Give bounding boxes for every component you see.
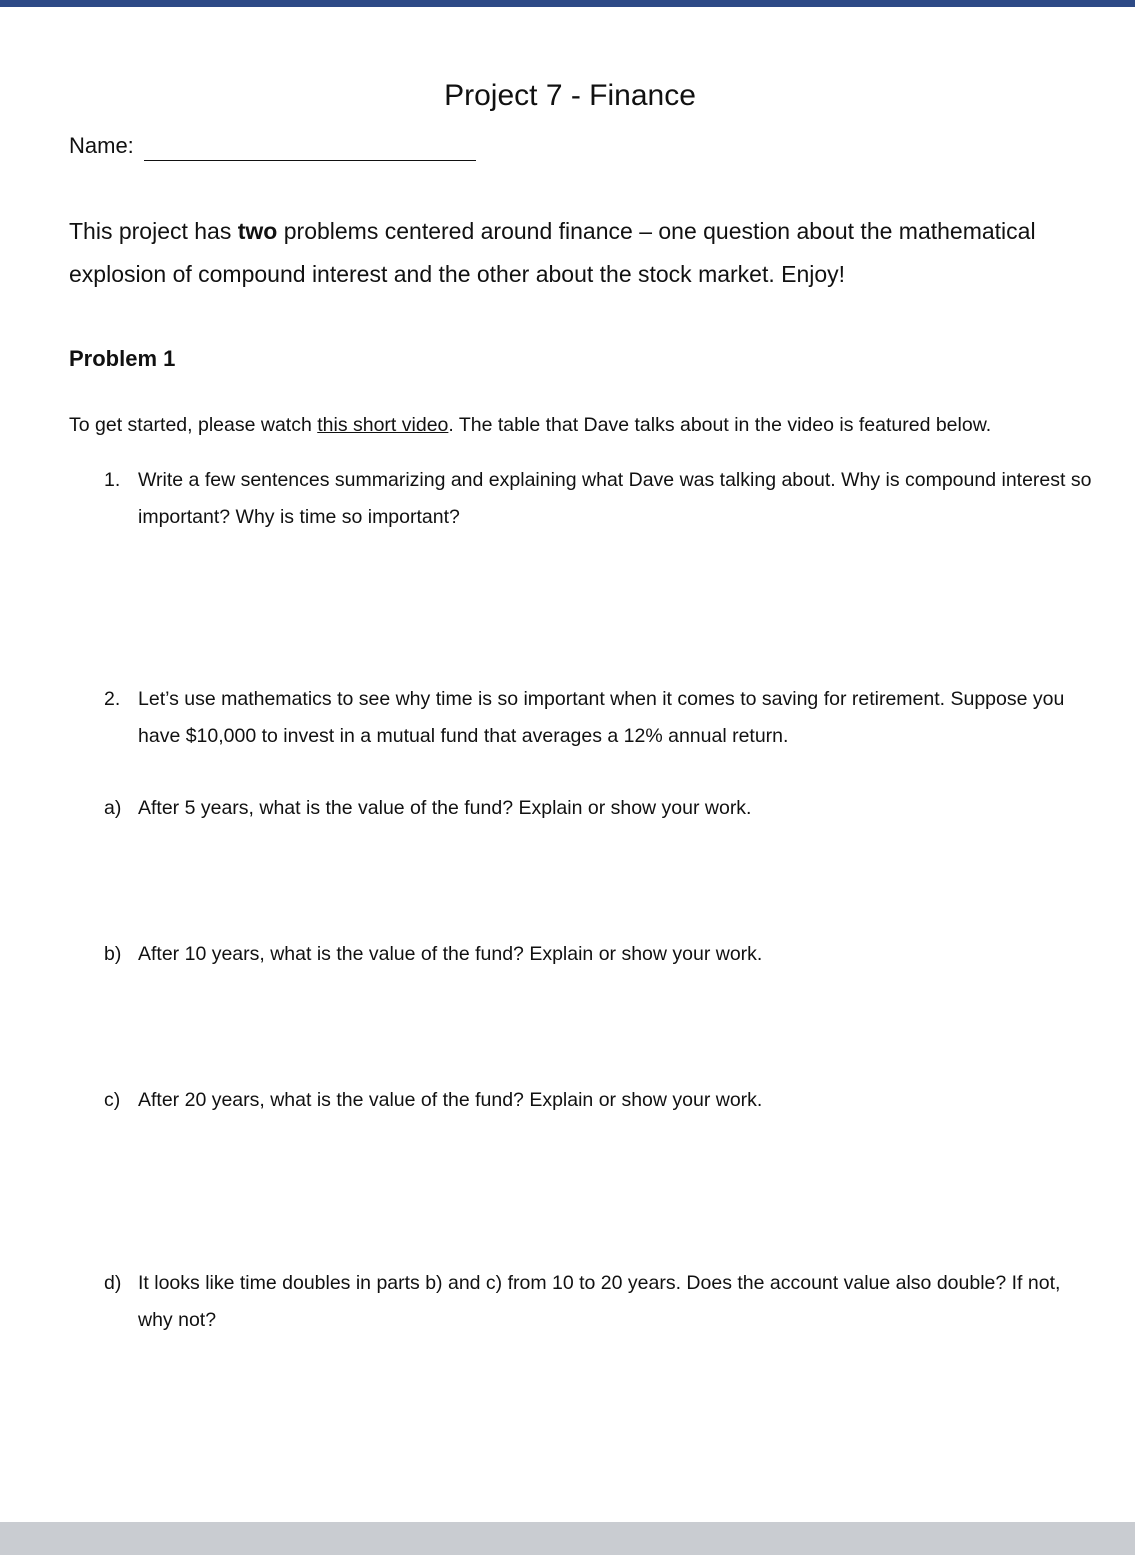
name-label: Name: — [69, 133, 134, 158]
part-b — [104, 936, 1094, 973]
lead-text-start: To get started, please watch — [69, 414, 318, 436]
top-accent-bar — [0, 0, 1135, 7]
question-text: Let’s use mathematics to see why time is so important when it comes to saving for retirement. Suppose you have $10,000 to invest in a mutual fund that averages a 12% annual return. — [138, 688, 1065, 747]
list-number: 1. — [104, 469, 121, 491]
part-letter: a) — [104, 797, 122, 819]
part-letter: d) — [104, 1272, 122, 1294]
question-2 — [104, 681, 1094, 755]
intro-paragraph — [69, 210, 1099, 296]
question-1 — [104, 462, 1094, 536]
name-field-row — [69, 131, 476, 161]
part-text: After 10 years, what is the value of the fund? Explain or show your work. — [138, 943, 763, 965]
intro-text-end: problems centered around finance – one question about the mathematical explosion of compound interest and the other about the stock market. Enjoy! — [69, 218, 1036, 287]
part-letter: c) — [104, 1089, 121, 1111]
page-title: Project 7 - Finance — [444, 79, 696, 112]
part-text: It looks like time doubles in parts b) and c) from 10 to 20 years. Does the account value also double? If not, why not? — [138, 1272, 1061, 1331]
intro-bold-word: two — [237, 218, 278, 244]
part-text: After 20 years, what is the value of the fund? Explain or show your work. — [138, 1089, 763, 1111]
list-number: 2. — [104, 688, 121, 710]
part-d — [104, 1265, 1094, 1339]
part-letter: b) — [104, 943, 122, 965]
problem-1-lead — [69, 410, 1119, 440]
bottom-footer-bar — [0, 1522, 1135, 1555]
part-c — [104, 1082, 1094, 1119]
lead-text-end: . The table that Dave talks about in the video is featured below. — [448, 414, 992, 436]
video-link[interactable]: this short video — [317, 414, 449, 436]
problem-1-heading: Problem 1 — [69, 346, 176, 371]
part-text: After 5 years, what is the value of the fund? Explain or show your work. — [138, 797, 752, 819]
question-text: Write a few sentences summarizing and explaining what Dave was talking about. Why is compound interest so important? Why is time so important? — [138, 469, 1092, 528]
name-blank-line[interactable] — [144, 134, 476, 161]
part-a — [104, 790, 1094, 827]
intro-text-start: This project has — [69, 218, 238, 244]
